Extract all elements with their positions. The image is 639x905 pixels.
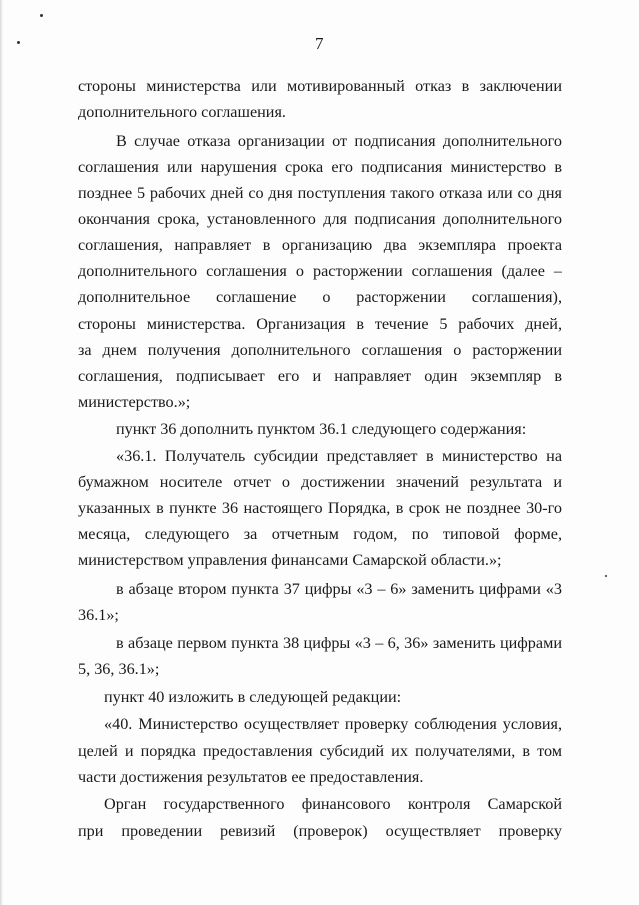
text-line: министерством управления финансами Самарской области.»; xyxy=(78,551,502,569)
text-line: в абзаце первом пункта 38 цифры «3 – 6, 36» заменить цифрами xyxy=(116,634,562,652)
text-line: 36.1»; xyxy=(78,606,119,624)
text-line: целей и порядка предоставления субсидий их получателями, в том xyxy=(78,742,562,760)
text-line: в абзаце втором пункта 37 цифры «3 – 6» заменить цифрами «3 xyxy=(116,580,562,598)
text-line: пункт 40 изложить в следующей редакции: xyxy=(104,688,402,706)
text-line: «40. Министерство осуществляет проверку соблюдения условия, xyxy=(104,715,562,733)
text-line: «36.1. Получатель субсидии представляет в министерство на xyxy=(116,447,562,465)
text-line: окончания срока, установленного для подписания дополнительного xyxy=(78,210,562,228)
scan-speck xyxy=(605,575,607,577)
text-line: части достижения результатов ее предоставления. xyxy=(78,768,424,786)
text-line: 5, 36, 36.1»; xyxy=(78,660,160,678)
text-line: стороны министерства. Организация в течение 5 рабочих дней, xyxy=(78,315,562,333)
text-line: бумажном носителе отчет о достижении значений результата и xyxy=(78,473,562,491)
text-line: Орган государственного финансового контроля Самарской xyxy=(104,795,562,813)
text-line: позднее 5 рабочих дней со дня поступления такого отказа или со дня xyxy=(78,184,562,202)
text-line: стороны министерства или мотивированный отказ в заключении xyxy=(78,77,562,95)
scan-speck xyxy=(40,14,43,17)
text-line: соглашения или нарушения срока его подписания министерство в xyxy=(78,158,562,176)
scan-edge-shadow xyxy=(0,0,3,905)
text-line: дополнительное соглашение о расторжении соглашения), xyxy=(78,288,562,306)
text-line: дополнительного соглашения. xyxy=(78,103,286,121)
text-line: В случае отказа организации от подписания дополнительного xyxy=(116,132,562,150)
text-line: пункт 36 дополнить пунктом 36.1 следующего содержания: xyxy=(116,420,527,438)
text-line: за днем получения дополнительного соглашения о расторжении xyxy=(78,341,562,359)
text-line: указанных в пункте 36 настоящего Порядка, в срок не позднее 30-го xyxy=(78,499,562,517)
text-line: месяца, следующего за отчетным годом, по типовой форме, xyxy=(78,525,562,543)
text-line: соглашения, направляет в организацию два экземпляра проекта xyxy=(78,236,562,254)
page-number: 7 xyxy=(315,34,324,53)
text-line: соглашения, подписывает его и направляет один экземпляр в xyxy=(78,367,562,385)
text-line: дополнительного соглашения о расторжении соглашения (далее – xyxy=(78,262,562,280)
text-line: при проведении ревизий (проверок) осуществляет проверку xyxy=(78,822,562,840)
text-line: министерство.»; xyxy=(78,393,191,411)
